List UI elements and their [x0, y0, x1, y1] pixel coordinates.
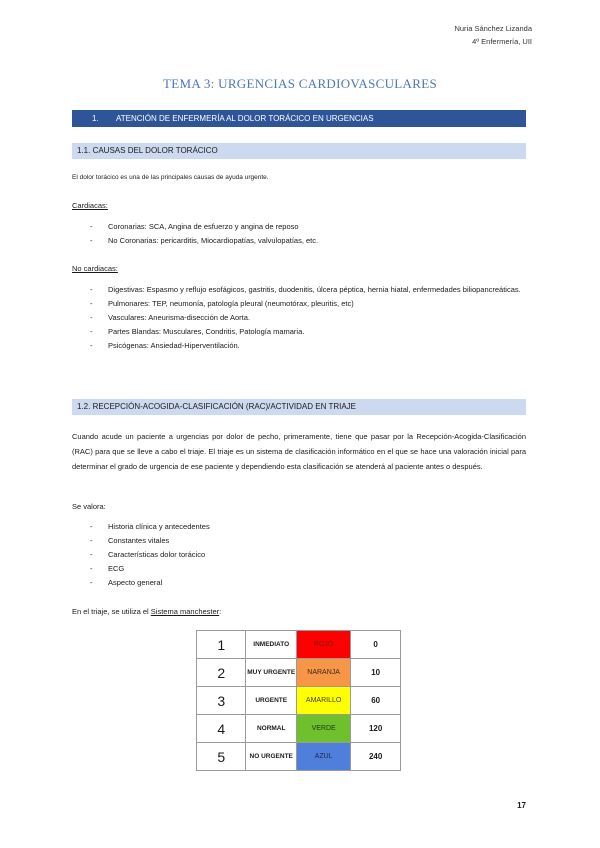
manchester-link: Sistema manchester — [150, 607, 220, 616]
list-item: - Constantes vitales — [90, 536, 170, 545]
list-item: - Características dolor torácico — [90, 550, 206, 559]
table-row — [197, 715, 401, 743]
color-cell: AMARILLO — [296, 687, 350, 715]
nocardiacas-list — [72, 283, 526, 353]
level-cell: 2 — [197, 659, 246, 687]
color-cell: ROJO — [296, 631, 350, 659]
minutes-cell: 10 — [351, 659, 401, 687]
list-item: - Vasculares: Aneurisma-disección de Aorta. — [90, 313, 251, 322]
color-cell: AZUL — [296, 743, 350, 771]
level-cell: 3 — [197, 687, 246, 715]
list-item: - Digestivas: Espasmo y reflujo esofágicos, gastritis, duodenitis, úlcera péptica, hernia hiatal, enfermedades biliopancreáticas. — [90, 285, 521, 294]
list-item: - Pulmonares: TEP, neumonía, patología pleural (neumotórax, pleuritis, etc) — [90, 299, 354, 308]
section-1-heading — [72, 110, 526, 127]
author-name: Nuria Sánchez Lizanda — [454, 24, 532, 33]
level-cell: 1 — [197, 631, 246, 659]
section-number: 1. — [92, 114, 99, 123]
subsection-1-1-heading — [72, 143, 526, 159]
level-cell: 4 — [197, 715, 246, 743]
section-title: ATENCIÓN DE ENFERMERÍA AL DOLOR TORÁCICO EN URGENCIAS — [116, 114, 374, 123]
color-cell: NARANJA — [296, 659, 350, 687]
table-row — [197, 743, 401, 771]
list-item: - Psicógenas: Ansiedad-Hiperventilación. — [90, 341, 240, 350]
cardiacas-list — [72, 220, 526, 248]
category-cell: MUY URGENTE — [246, 659, 296, 687]
list-item: - No Coronarias: pericarditis, Miocardiopatías, valvulopatías, etc. — [90, 236, 319, 245]
intro-text: El dolor torácico es una de las principales causas de ayuda urgente. — [72, 174, 269, 181]
minutes-cell: 60 — [351, 687, 401, 715]
list-item: - Coronarias: SCA, Angina de esfuerzo y angina de reposo — [90, 222, 299, 231]
manchester-line: En el triaje, se utiliza el Sistema manchester: — [72, 607, 222, 616]
minutes-cell: 120 — [351, 715, 401, 743]
list-item: - Historia clínica y antecedentes — [90, 522, 210, 531]
valora-list — [72, 520, 526, 590]
cardiacas-title: Cardiacas: — [72, 201, 108, 210]
category-cell: INMEDIATO — [246, 631, 296, 659]
minutes-cell: 240 — [351, 743, 401, 771]
subsection-title: 1.2. RECEPCIÓN-ACOGIDA-CLASIFICACIÓN (RAC)/ACTIVIDAD EN TRIAJE — [77, 402, 357, 411]
page-number: 17 — [517, 801, 526, 810]
table-row — [197, 659, 401, 687]
category-cell: URGENTE — [246, 687, 296, 715]
subsection-1-2-heading — [72, 399, 526, 415]
rac-paragraph: Cuando acude un paciente a urgencias por dolor de pecho, primeramente, tiene que pasar por la Recepción-Acogida-Clasificación (RAC) para que se lleve a cabo el triaje. El triaje es un sistema de clasificación informático en el que se hace una valoración inicial para determinar el grado de urgencia de ese paciente y dependiendo esta clasificación se atenderá al paciente antes o después. — [72, 432, 526, 471]
category-cell: NORMAL — [246, 715, 296, 743]
course-name: 4º Enfermería, UII — [472, 37, 532, 46]
list-item: - Aspecto general — [90, 578, 163, 587]
manchester-triage-table — [196, 630, 401, 771]
minutes-cell: 0 — [351, 631, 401, 659]
color-cell: VERDE — [296, 715, 350, 743]
category-cell: NO URGENTE — [246, 743, 296, 771]
document-title: TEMA 3: URGENCIAS CARDIOVASCULARES — [163, 76, 437, 91]
subsection-title: 1.1. CAUSAS DEL DOLOR TORÁCICO — [77, 146, 218, 155]
table-row — [197, 687, 401, 715]
list-item: - Partes Blandas: Musculares, Condritis, Patología mamaria. — [90, 327, 305, 336]
level-cell: 5 — [197, 743, 246, 771]
page-header — [454, 22, 532, 48]
valora-label: Se valora: — [72, 502, 106, 511]
table-row — [197, 631, 401, 659]
nocardiacas-title: No cardiacas: — [72, 264, 118, 273]
list-item: - ECG — [90, 564, 125, 573]
